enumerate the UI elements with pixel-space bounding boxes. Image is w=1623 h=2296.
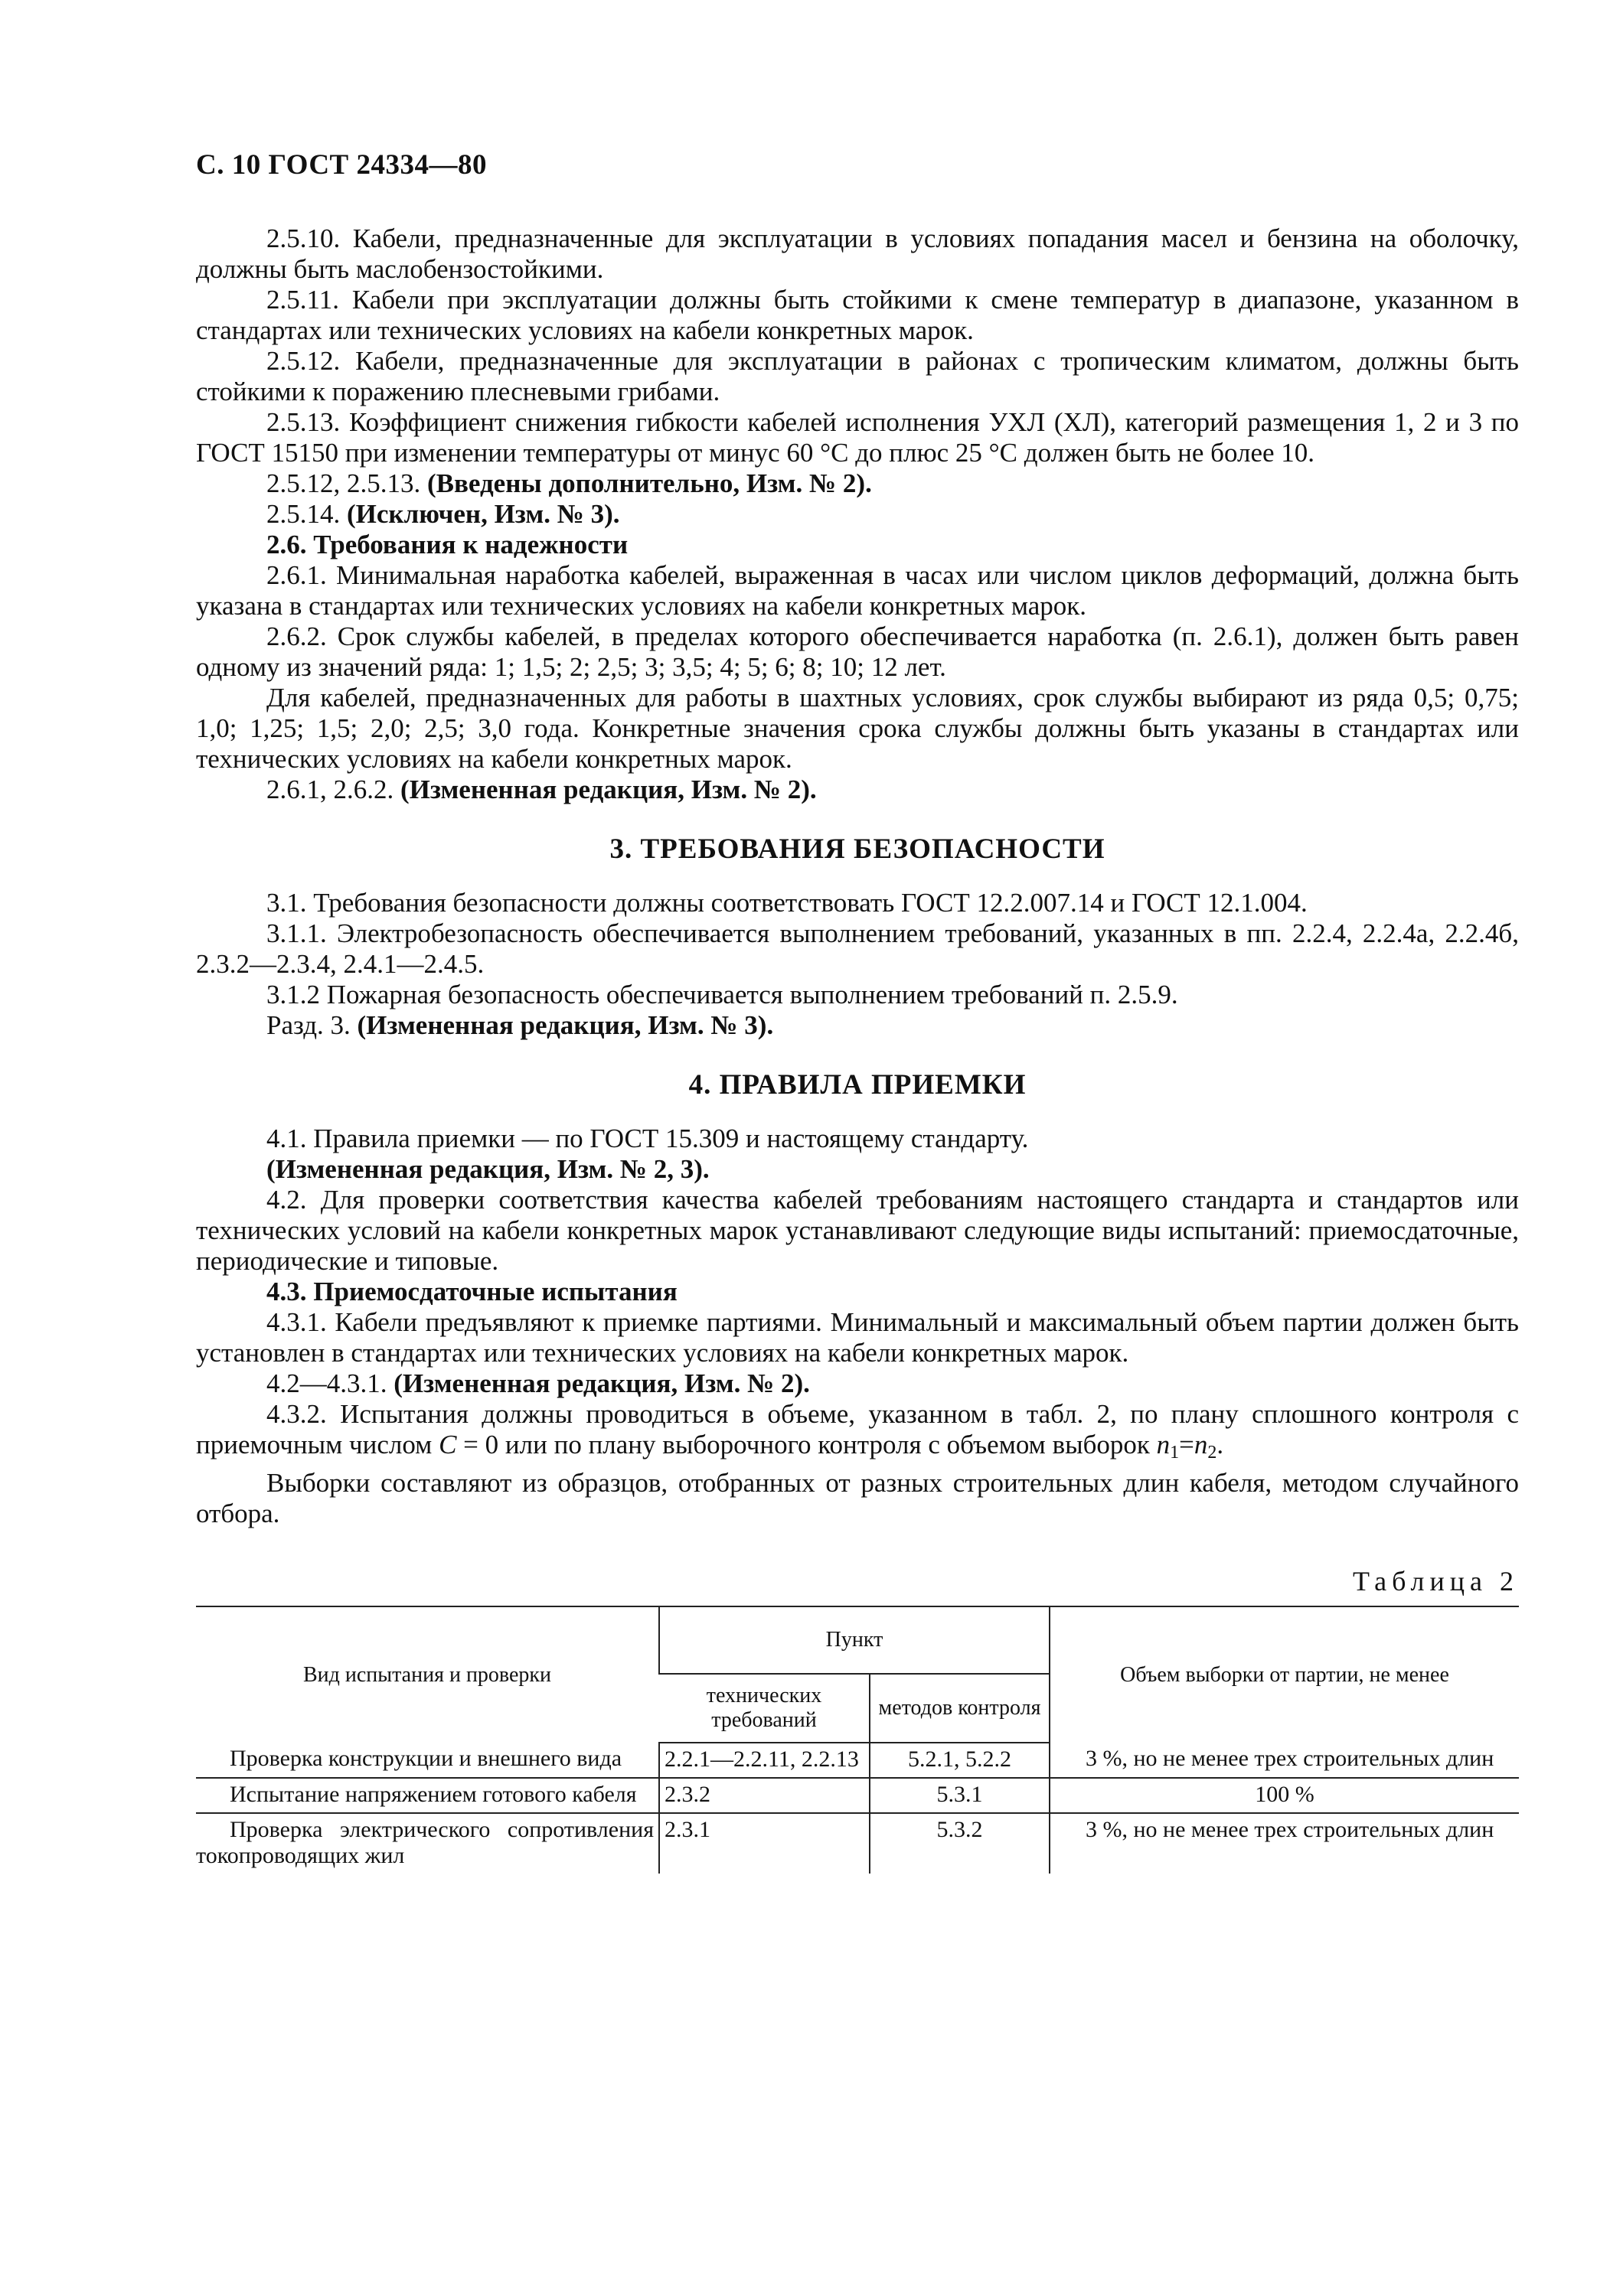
cell-method-clause: 5.3.2	[870, 1813, 1050, 1874]
section-4-note-ref: 4.2—4.3.1.	[266, 1368, 387, 1398]
section-4-note-text: (Измененная редакция, Изм. № 2).	[394, 1368, 810, 1398]
amendment-note-1-text: (Введены дополнительно, Изм. № 2).	[427, 468, 872, 498]
clause-2-6-2-mining: Для кабелей, предназначенных для работы в шахтных условиях, срок службы выбирают из ряда 0,5; 0,75; 1,0; 1,25; 1,5; 2,0; 2,5; 3,0 года. Конкретные значения срока службы должны быть указаны в стандартах или технических условиях на кабели конкретных марок.	[196, 683, 1519, 774]
cell-technical-clause: 2.2.1—2.2.11, 2.2.13	[659, 1743, 870, 1778]
table-caption: Таблица 2	[1353, 1566, 1519, 1596]
cell-technical-clause: 2.3.2	[659, 1778, 870, 1813]
clause-4-3-2-sampling: Выборки составляют из образцов, отобранных от разных строительных длин кабеля, методом случайного отбора.	[196, 1468, 1519, 1528]
cell-method-clause: 5.3.1	[870, 1778, 1050, 1813]
clause-4-3-1: 4.3.1. Кабели предъявляют к приемке партиями. Минимальный и максимальный объем партии должен быть установлен в стандартах или технических условиях на кабели конкретных марок.	[196, 1307, 1519, 1368]
clause-2-5-14-text: (Исключен, Изм. № 3).	[347, 499, 620, 529]
table-row	[196, 1778, 1519, 1813]
sample-equals: =	[1179, 1430, 1194, 1459]
section-4-note	[196, 1368, 1519, 1399]
amendment-note-2	[196, 775, 1519, 805]
cell-method-clause: 5.2.1, 5.2.2	[870, 1743, 1050, 1778]
page-content	[196, 223, 1519, 1874]
clause-4-1: 4.1. Правила приемки — по ГОСТ 15.309 и настоящему стандарту.	[266, 1124, 1029, 1153]
amendment-note-1	[196, 468, 1519, 499]
amendment-note-1-ref: 2.5.12, 2.5.13.	[266, 468, 421, 498]
table-header-row	[196, 1606, 1519, 1674]
column-header-control-methods: методов контроля	[870, 1674, 1050, 1743]
table-row	[196, 1743, 1519, 1778]
cell-test-type: Испытание напряжением готового кабеля	[230, 1782, 637, 1807]
column-header-clause-group: Пункт	[659, 1606, 1050, 1674]
cell-sample-volume: 3 %, но не менее трех строительных длин	[1050, 1743, 1519, 1778]
sample-n2: n	[1194, 1430, 1208, 1459]
column-header-technical-requirements: технических требований	[659, 1674, 870, 1743]
column-header-test-type: Вид испытания и проверки	[196, 1606, 659, 1743]
cell-technical-clause: 2.3.1	[659, 1813, 870, 1874]
clause-2-5-11: 2.5.11. Кабели при эксплуатации должны быть стойкими к смене температур в диапазоне, указанном в стандартах или технических условиях на кабели конкретных марок.	[196, 285, 1519, 345]
subsection-heading-4-3: 4.3. Приемосдаточные испытания	[266, 1277, 678, 1306]
section-3-note-ref: Разд. 3.	[266, 1010, 351, 1040]
clause-2-5-10: 2.5.10. Кабели, предназначенные для эксплуатации в условиях попадания масел и бензина на оболочку, должны быть маслобензостойкими.	[196, 223, 1519, 284]
sample-n1-subscript: 1	[1170, 1443, 1180, 1463]
table-row	[196, 1813, 1519, 1874]
clause-2-6-2: 2.6.2. Срок службы кабелей, в пределах которого обеспечивается наработка (п. 2.6.1), должен быть равен одному из значений ряда: 1; 1,5; 2; 2,5; 3; 3,5; 4; 5; 6; 8; 10; 12 лет.	[196, 621, 1519, 682]
amendment-note-2-text: (Измененная редакция, Изм. № 2).	[400, 775, 817, 804]
clause-2-6-1: 2.6.1. Минимальная наработка кабелей, выраженная в часах или числом циклов деформаций, должна быть указана в стандартах или технических условиях на кабели конкретных марок.	[196, 560, 1519, 621]
section-3-note	[196, 1010, 1519, 1041]
cell-sample-volume: 3 %, но не менее трех строительных длин	[1050, 1813, 1519, 1874]
sample-n2-subscript: 2	[1207, 1443, 1217, 1463]
clause-4-3-2	[196, 1399, 1519, 1468]
section-3-title: 3. ТРЕБОВАНИЯ БЕЗОПАСНОСТИ	[609, 833, 1105, 865]
clause-4-3-2-text: 4.3.2. Испытания должны проводиться в объеме, указанном в табл. 2, по плану сплошного контроля с приемочным числом	[196, 1399, 1519, 1459]
cell-test-type: Проверка конструкции и внешнего вида	[230, 1746, 622, 1771]
clause-4-3-2-end: .	[1216, 1430, 1224, 1459]
sample-n1: n	[1156, 1430, 1171, 1459]
clause-4-2: 4.2. Для проверки соответствия качества кабелей требованиям настоящего стандарта и стандартов или технических условий на кабели конкретных марок устанавливают следующие виды испытаний: приемосдаточные, периодические и типовые.	[196, 1185, 1519, 1276]
subsection-heading-2-6: 2.6. Требования к надежности	[266, 530, 629, 559]
column-header-sample-volume: Объем выборки от партии, не менее	[1050, 1606, 1519, 1743]
clause-2-5-14	[196, 499, 1519, 530]
table-2	[196, 1606, 1519, 1874]
cell-test-type: Проверка электрического сопротивления токопроводящих жил	[196, 1817, 654, 1868]
acceptance-number-value: = 0	[456, 1430, 505, 1459]
clause-4-1-note: (Измененная редакция, Изм. № 2, 3).	[266, 1154, 710, 1184]
section-3-note-text: (Измененная редакция, Изм. № 3).	[357, 1010, 774, 1040]
cell-sample-volume: 100 %	[1050, 1778, 1519, 1813]
clause-3-1-2: 3.1.2 Пожарная безопасность обеспечивается выполнением требований п. 2.5.9.	[266, 980, 1178, 1009]
section-4-title: 4. ПРАВИЛА ПРИЕМКИ	[688, 1069, 1027, 1101]
clause-4-3-2-text-b: или по плану выборочного контроля с объемом выборок	[505, 1430, 1150, 1459]
amendment-note-2-ref: 2.6.1, 2.6.2.	[266, 775, 394, 804]
clause-3-1-1: 3.1.1. Электробезопасность обеспечивается выполнением требований, указанных в пп. 2.2.4, 2.2.4а, 2.2.4б, 2.3.2—2.3.4, 2.4.1—2.4.5.	[196, 918, 1519, 979]
clause-2-5-14-ref: 2.5.14.	[266, 499, 341, 529]
clause-2-5-12: 2.5.12. Кабели, предназначенные для эксплуатации в районах с тропическим климатом, должны быть стойкими к поражению плесневыми грибами.	[196, 346, 1519, 406]
acceptance-number-symbol: С	[439, 1430, 457, 1459]
page-header: С. 10 ГОСТ 24334—80	[196, 149, 487, 181]
clause-3-1: 3.1. Требования безопасности должны соответствовать ГОСТ 12.2.007.14 и ГОСТ 12.1.004.	[266, 888, 1308, 918]
clause-2-5-13: 2.5.13. Коэффициент снижения гибкости кабелей исполнения УХЛ (ХЛ), категорий размещения 1, 2 и 3 по ГОСТ 15150 при изменении температуры от минус 60 °С до плюс 25 °С должен быть не более 10.	[196, 407, 1519, 468]
